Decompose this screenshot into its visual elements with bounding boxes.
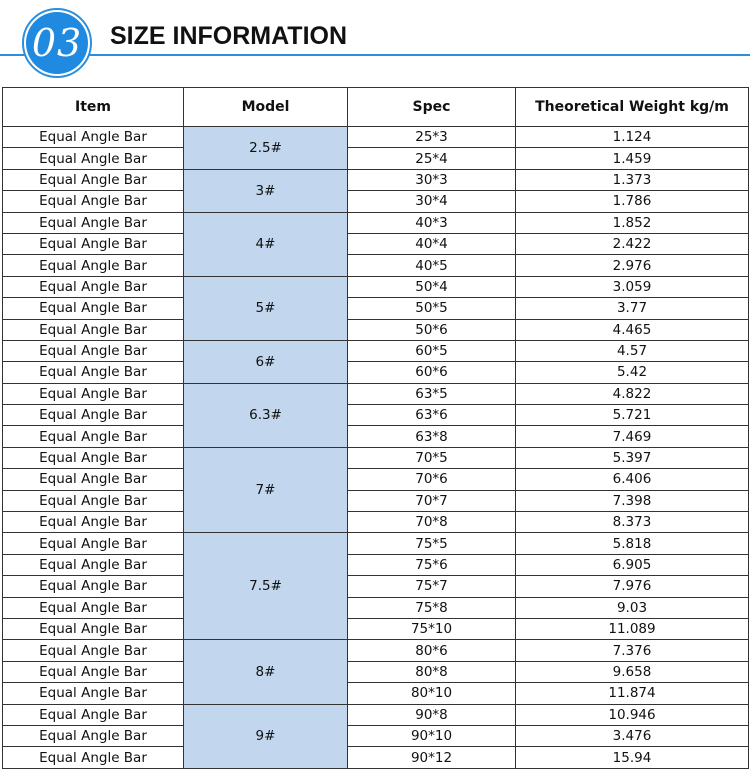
table-row	[3, 298, 749, 319]
spec-cell: 90*10	[348, 725, 516, 746]
weight-cell: 1.852	[516, 212, 749, 233]
table-row	[3, 640, 749, 661]
spec-cell: 30*3	[348, 169, 516, 190]
weight-cell: 7.398	[516, 490, 749, 511]
item-cell: Equal Angle Bar	[3, 169, 184, 190]
weight-cell: 2.976	[516, 255, 749, 276]
table-row	[3, 319, 749, 340]
weight-cell: 9.658	[516, 661, 749, 682]
table-body	[3, 127, 749, 769]
table-row	[3, 490, 749, 511]
table-row	[3, 383, 749, 404]
table-row	[3, 512, 749, 533]
weight-cell: 6.406	[516, 469, 749, 490]
weight-cell: 5.42	[516, 362, 749, 383]
item-cell: Equal Angle Bar	[3, 383, 184, 404]
spec-cell: 80*6	[348, 640, 516, 661]
weight-cell: 10.946	[516, 704, 749, 725]
table-row	[3, 127, 749, 148]
model-cell: 6.3#	[184, 383, 348, 447]
item-cell: Equal Angle Bar	[3, 426, 184, 447]
spec-cell: 70*5	[348, 447, 516, 468]
item-cell: Equal Angle Bar	[3, 233, 184, 254]
model-cell: 9#	[184, 704, 348, 768]
spec-cell: 80*10	[348, 683, 516, 704]
item-cell: Equal Angle Bar	[3, 554, 184, 575]
weight-cell: 9.03	[516, 597, 749, 618]
spec-cell: 63*5	[348, 383, 516, 404]
weight-cell: 7.469	[516, 426, 749, 447]
section-title: SIZE INFORMATION	[110, 22, 348, 50]
weight-cell: 5.397	[516, 447, 749, 468]
spec-cell: 40*4	[348, 233, 516, 254]
table-row	[3, 597, 749, 618]
size-table	[2, 87, 749, 769]
table-row	[3, 725, 749, 746]
model-cell: 7#	[184, 447, 348, 533]
table-row	[3, 576, 749, 597]
weight-cell: 1.124	[516, 127, 749, 148]
table-row	[3, 169, 749, 190]
weight-cell: 3.77	[516, 298, 749, 319]
item-cell: Equal Angle Bar	[3, 683, 184, 704]
table-row	[3, 683, 749, 704]
weight-cell: 11.089	[516, 618, 749, 639]
item-cell: Equal Angle Bar	[3, 362, 184, 383]
spec-cell: 25*3	[348, 127, 516, 148]
spec-cell: 90*12	[348, 747, 516, 768]
item-cell: Equal Angle Bar	[3, 405, 184, 426]
table-row	[3, 405, 749, 426]
table-row	[3, 148, 749, 169]
table-row	[3, 704, 749, 725]
spec-cell: 75*7	[348, 576, 516, 597]
section-header	[0, 0, 750, 86]
table-row	[3, 362, 749, 383]
model-cell: 3#	[184, 169, 348, 212]
spec-cell: 90*8	[348, 704, 516, 725]
model-cell: 8#	[184, 640, 348, 704]
table-row	[3, 447, 749, 468]
weight-cell: 1.373	[516, 169, 749, 190]
spec-cell: 60*6	[348, 362, 516, 383]
item-cell: Equal Angle Bar	[3, 661, 184, 682]
item-cell: Equal Angle Bar	[3, 447, 184, 468]
item-cell: Equal Angle Bar	[3, 490, 184, 511]
item-cell: Equal Angle Bar	[3, 148, 184, 169]
item-cell: Equal Angle Bar	[3, 276, 184, 297]
weight-cell: 3.059	[516, 276, 749, 297]
spec-cell: 80*8	[348, 661, 516, 682]
item-cell: Equal Angle Bar	[3, 640, 184, 661]
weight-cell: 5.721	[516, 405, 749, 426]
spec-cell: 50*5	[348, 298, 516, 319]
column-header-model: Model	[184, 88, 348, 127]
column-header-spec: Spec	[348, 88, 516, 127]
spec-cell: 70*7	[348, 490, 516, 511]
item-cell: Equal Angle Bar	[3, 747, 184, 768]
table-row	[3, 255, 749, 276]
table-header-row	[3, 88, 749, 127]
item-cell: Equal Angle Bar	[3, 340, 184, 361]
table-row	[3, 747, 749, 768]
spec-cell: 40*3	[348, 212, 516, 233]
spec-cell: 75*6	[348, 554, 516, 575]
table-row	[3, 340, 749, 361]
table-row	[3, 618, 749, 639]
item-cell: Equal Angle Bar	[3, 255, 184, 276]
item-cell: Equal Angle Bar	[3, 618, 184, 639]
spec-cell: 25*4	[348, 148, 516, 169]
header-underline	[0, 54, 750, 56]
weight-cell: 2.422	[516, 233, 749, 254]
table-row	[3, 469, 749, 490]
column-header-weight: Theoretical Weight kg/m	[516, 88, 749, 127]
spec-cell: 40*5	[348, 255, 516, 276]
weight-cell: 4.57	[516, 340, 749, 361]
table-row	[3, 212, 749, 233]
spec-cell: 75*10	[348, 618, 516, 639]
section-number-badge: 03	[26, 12, 88, 74]
table-row	[3, 554, 749, 575]
item-cell: Equal Angle Bar	[3, 704, 184, 725]
weight-cell: 15.94	[516, 747, 749, 768]
model-cell: 2.5#	[184, 127, 348, 170]
table-row	[3, 426, 749, 447]
table-row	[3, 233, 749, 254]
table-row	[3, 533, 749, 554]
spec-cell: 75*8	[348, 597, 516, 618]
item-cell: Equal Angle Bar	[3, 469, 184, 490]
table-row	[3, 276, 749, 297]
model-cell: 4#	[184, 212, 348, 276]
spec-cell: 30*4	[348, 191, 516, 212]
model-cell: 7.5#	[184, 533, 348, 640]
spec-cell: 50*4	[348, 276, 516, 297]
item-cell: Equal Angle Bar	[3, 533, 184, 554]
item-cell: Equal Angle Bar	[3, 725, 184, 746]
item-cell: Equal Angle Bar	[3, 319, 184, 340]
item-cell: Equal Angle Bar	[3, 597, 184, 618]
column-header-item: Item	[3, 88, 184, 127]
weight-cell: 8.373	[516, 512, 749, 533]
model-cell: 5#	[184, 276, 348, 340]
item-cell: Equal Angle Bar	[3, 191, 184, 212]
weight-cell: 7.976	[516, 576, 749, 597]
spec-cell: 70*8	[348, 512, 516, 533]
item-cell: Equal Angle Bar	[3, 127, 184, 148]
weight-cell: 1.786	[516, 191, 749, 212]
spec-cell: 75*5	[348, 533, 516, 554]
table-row	[3, 661, 749, 682]
item-cell: Equal Angle Bar	[3, 298, 184, 319]
table-row	[3, 191, 749, 212]
weight-cell: 11.874	[516, 683, 749, 704]
item-cell: Equal Angle Bar	[3, 212, 184, 233]
weight-cell: 5.818	[516, 533, 749, 554]
weight-cell: 7.376	[516, 640, 749, 661]
weight-cell: 4.822	[516, 383, 749, 404]
item-cell: Equal Angle Bar	[3, 512, 184, 533]
model-cell: 6#	[184, 340, 348, 383]
spec-cell: 50*6	[348, 319, 516, 340]
spec-cell: 63*8	[348, 426, 516, 447]
weight-cell: 1.459	[516, 148, 749, 169]
weight-cell: 3.476	[516, 725, 749, 746]
weight-cell: 6.905	[516, 554, 749, 575]
spec-cell: 70*6	[348, 469, 516, 490]
spec-cell: 63*6	[348, 405, 516, 426]
item-cell: Equal Angle Bar	[3, 576, 184, 597]
spec-cell: 60*5	[348, 340, 516, 361]
weight-cell: 4.465	[516, 319, 749, 340]
